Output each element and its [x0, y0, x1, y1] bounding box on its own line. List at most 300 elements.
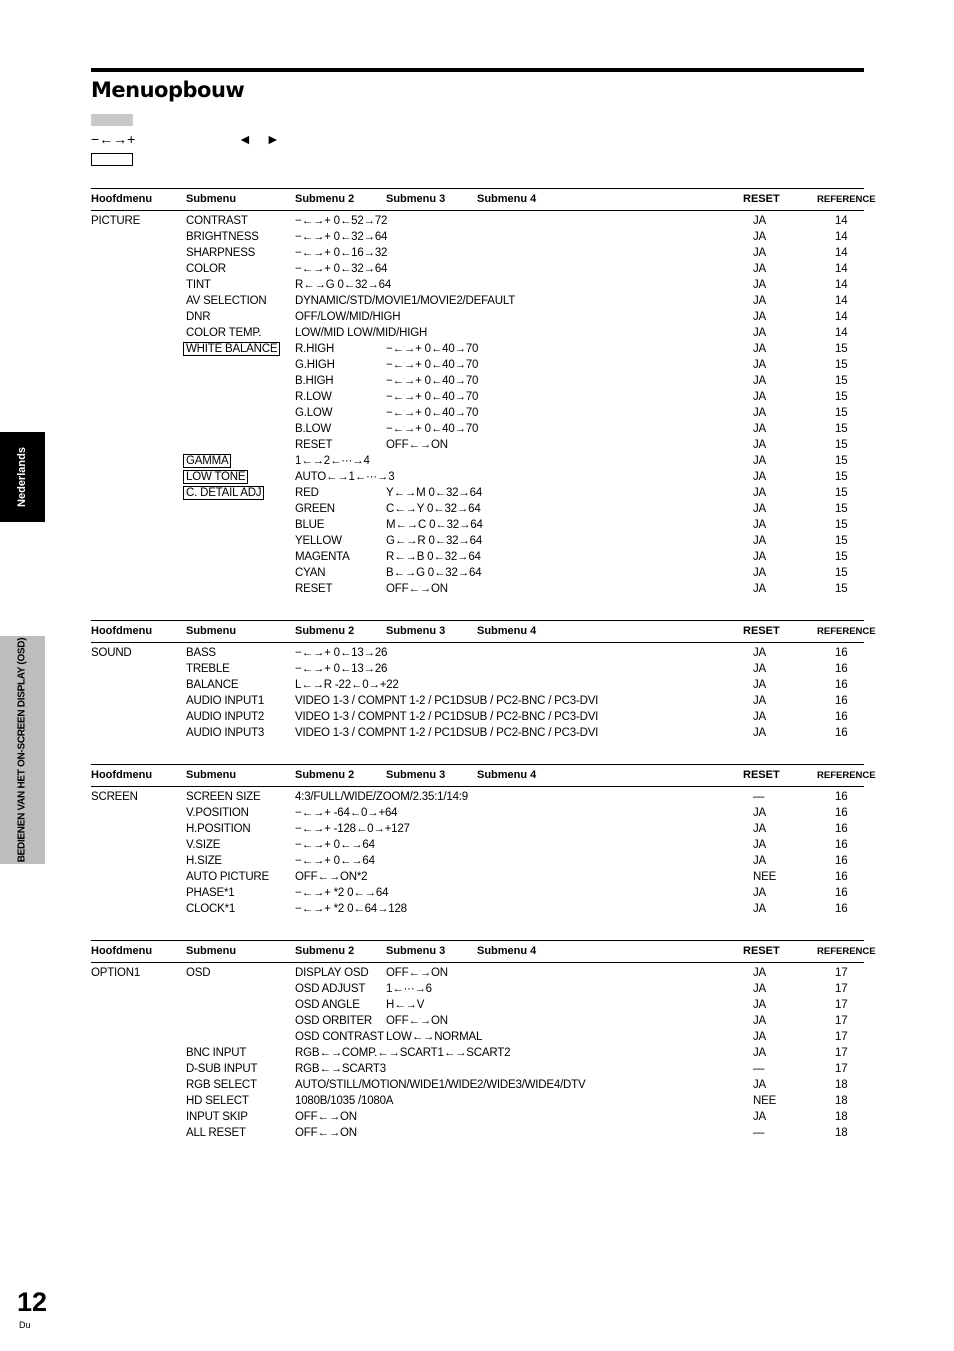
- cell-submenu: D-SUB INPUT: [186, 1063, 258, 1075]
- cell-submenu: BRIGHTNESS: [186, 231, 259, 243]
- cell-reference: 15: [835, 567, 848, 579]
- cell-submenu: GAMMA: [183, 454, 231, 468]
- cell-submenu2: DYNAMIC/STD/MOVIE1/MOVIE2/DEFAULT: [295, 295, 516, 307]
- cell-submenu2: G.LOW: [295, 407, 333, 419]
- cell-submenu2: VIDEO 1-3 / COMPNT 1-2 / PC1DSUB / PC2-BNC / PC3-DVI: [295, 727, 599, 739]
- page-title: Menuopbouw: [91, 78, 245, 102]
- cell-reset: JA: [753, 535, 767, 547]
- cell-reset: JA: [753, 423, 767, 435]
- table-row: [91, 982, 864, 998]
- header-submenu: Submenu: [186, 769, 237, 781]
- table-row: [91, 1126, 864, 1142]
- header-hoofdmenu: Hoofdmenu: [91, 625, 153, 637]
- cell-submenu: H.POSITION: [186, 823, 251, 835]
- cell-submenu: AUDIO INPUT2: [186, 711, 265, 723]
- cell-reference: 16: [835, 887, 848, 899]
- cell-reset: JA: [753, 727, 767, 739]
- cell-submenu2: OSD ADJUST: [295, 983, 366, 995]
- cell-submenu2: OSD ORBITER: [295, 1015, 373, 1027]
- header-reference: REFERENCE: [817, 770, 876, 781]
- cell-reference: 16: [835, 647, 848, 659]
- cell-submenu2: YELLOW: [295, 535, 342, 547]
- cell-submenu: V.SIZE: [186, 839, 221, 851]
- table-row: [91, 1110, 864, 1126]
- cell-reset: JA: [753, 247, 767, 259]
- header-reset: RESET: [743, 945, 780, 957]
- cell-reference: 15: [835, 359, 848, 371]
- cell-reset: —: [753, 1127, 765, 1139]
- cell-submenu: TINT: [186, 279, 211, 291]
- cell-reference: 14: [835, 263, 848, 275]
- cell-submenu2: RGB←→COMP.←→SCART1←→SCART2: [295, 1047, 511, 1059]
- cell-submenu3: −←→+ 0←40→70: [386, 375, 479, 387]
- menu-table-option1: [91, 940, 876, 1142]
- cell-submenu2: AUTO/STILL/MOTION/WIDE1/WIDE2/WIDE3/WIDE4/DTV: [295, 1079, 586, 1091]
- cell-reference: 17: [835, 999, 848, 1011]
- header-hoofdmenu: Hoofdmenu: [91, 945, 153, 957]
- header-submenu2: Submenu 2: [295, 769, 355, 781]
- cell-reference: 18: [835, 1079, 848, 1091]
- cell-submenu: BALANCE: [186, 679, 239, 691]
- cell-submenu2: 1080B/1035 /1080A: [295, 1095, 394, 1107]
- cell-submenu2: −←→+ 0←32→64: [295, 263, 388, 275]
- cell-reference: 15: [835, 551, 848, 563]
- cell-reset: JA: [753, 903, 767, 915]
- cell-reset: JA: [753, 455, 767, 467]
- header-submenu2: Submenu 2: [295, 945, 355, 957]
- cell-submenu2: −←→+ 0←16→32: [295, 247, 388, 259]
- header-reset: RESET: [743, 625, 780, 637]
- cell-reset: JA: [753, 407, 767, 419]
- cell-submenu2: RED: [295, 487, 319, 499]
- cell-submenu: WHITE BALANCE: [183, 342, 280, 356]
- menu-table-screen: [91, 764, 876, 918]
- table-row: [91, 662, 864, 678]
- cell-submenu3: −←→+ 0←40→70: [386, 343, 479, 355]
- table-row: [91, 262, 864, 278]
- cell-submenu: SHARPNESS: [186, 247, 256, 259]
- cell-reset: JA: [753, 679, 767, 691]
- cell-reset: JA: [753, 295, 767, 307]
- table-row: [91, 246, 864, 262]
- cell-reference: 15: [835, 535, 848, 547]
- cell-submenu2: VIDEO 1-3 / COMPNT 1-2 / PC1DSUB / PC2-BNC / PC3-DVI: [295, 711, 599, 723]
- legend-default-swatch: [91, 114, 133, 126]
- header-submenu3: Submenu 3: [386, 193, 446, 205]
- cell-submenu2: R.LOW: [295, 391, 332, 403]
- cell-reference: 16: [835, 823, 848, 835]
- table-row: [91, 1030, 864, 1046]
- cell-reference: 17: [835, 1063, 848, 1075]
- table-row: [91, 646, 864, 662]
- table-row: [91, 422, 864, 438]
- cell-hoofdmenu: SOUND: [91, 647, 132, 659]
- cell-reset: JA: [753, 567, 767, 579]
- side-tab-language-label: Nederlands: [16, 447, 28, 507]
- table-row: [91, 566, 864, 582]
- cell-submenu: COLOR TEMP.: [186, 327, 262, 339]
- cell-reference: 15: [835, 423, 848, 435]
- cell-submenu: OSD: [186, 967, 211, 979]
- header-submenu: Submenu: [186, 625, 237, 637]
- table-row: [91, 678, 864, 694]
- cell-submenu: CLOCK*1: [186, 903, 236, 915]
- cell-submenu: AUTO PICTURE: [186, 871, 270, 883]
- cell-hoofdmenu: OPTION1: [91, 967, 141, 979]
- cell-reset: JA: [753, 231, 767, 243]
- cell-submenu2: RESET: [295, 583, 333, 595]
- cell-submenu3: B←→G 0←32→64: [386, 567, 482, 579]
- header-submenu4: Submenu 4: [477, 193, 537, 205]
- cell-submenu2: −←→+ 0←13→26: [295, 647, 388, 659]
- cell-reference: 15: [835, 583, 848, 595]
- cell-submenu2: −←→+ -64←0→+64: [295, 807, 398, 819]
- cell-submenu2: OSD ANGLE: [295, 999, 360, 1011]
- cell-reset: JA: [753, 807, 767, 819]
- cell-reset: JA: [753, 583, 767, 595]
- cell-reset: NEE: [753, 871, 777, 883]
- cell-submenu: AUDIO INPUT1: [186, 695, 265, 707]
- table-row: [91, 838, 864, 854]
- cell-reset: JA: [753, 1111, 767, 1123]
- cell-reset: JA: [753, 1031, 767, 1043]
- cell-submenu3: −←→+ 0←40→70: [386, 407, 479, 419]
- cell-submenu: RGB SELECT: [186, 1079, 257, 1091]
- cell-submenu: COLOR: [186, 263, 226, 275]
- table-row: [91, 326, 864, 342]
- cell-submenu2: GREEN: [295, 503, 335, 515]
- cell-reset: JA: [753, 215, 767, 227]
- cell-submenu2: OSD CONTRAST: [295, 1031, 384, 1043]
- cell-submenu2: L←→R -22←0→+22: [295, 679, 399, 691]
- cell-submenu3: C←→Y 0←32→64: [386, 503, 481, 515]
- cell-submenu2: B.LOW: [295, 423, 332, 435]
- cell-reset: JA: [753, 711, 767, 723]
- table-row: [91, 406, 864, 422]
- page-number: 12: [17, 1287, 48, 1317]
- cell-submenu: H.SIZE: [186, 855, 222, 867]
- cell-submenu3: −←→+ 0←40→70: [386, 359, 479, 371]
- cell-submenu2: DISPLAY OSD: [295, 967, 369, 979]
- cell-submenu: V.POSITION: [186, 807, 249, 819]
- cell-submenu3: −←→+ 0←40→70: [386, 391, 479, 403]
- cell-reference: 16: [835, 711, 848, 723]
- table-header: [91, 188, 876, 211]
- table-row: [91, 966, 864, 982]
- table-row: [91, 886, 864, 902]
- page-language-code: Du: [19, 1320, 31, 1330]
- header-hoofdmenu: Hoofdmenu: [91, 193, 153, 205]
- table-row: [91, 534, 864, 550]
- header-submenu4: Submenu 4: [477, 625, 537, 637]
- cell-reference: 16: [835, 695, 848, 707]
- cell-submenu2: VIDEO 1-3 / COMPNT 1-2 / PC1DSUB / PC2-BNC / PC3-DVI: [295, 695, 599, 707]
- cell-reference: 15: [835, 487, 848, 499]
- cell-reset: JA: [753, 647, 767, 659]
- cell-reference: 15: [835, 455, 848, 467]
- table-row: [91, 294, 864, 310]
- cell-submenu: C. DETAIL ADJ: [183, 486, 264, 500]
- cell-submenu3: G←→R 0←32→64: [386, 535, 483, 547]
- cell-reference: 16: [835, 679, 848, 691]
- cell-reset: JA: [753, 1047, 767, 1059]
- cell-reference: 16: [835, 791, 848, 803]
- cell-submenu2: 1←→2←···→4: [295, 455, 370, 467]
- table-row: [91, 310, 864, 326]
- header-reference: REFERENCE: [817, 194, 876, 205]
- cell-reset: JA: [753, 343, 767, 355]
- cell-reference: 15: [835, 519, 848, 531]
- cell-reset: JA: [753, 551, 767, 563]
- cell-reference: 14: [835, 231, 848, 243]
- cell-reset: NEE: [753, 1095, 777, 1107]
- cell-submenu: HD SELECT: [186, 1095, 249, 1107]
- cell-submenu2: LOW/MID LOW/MID/HIGH: [295, 327, 428, 339]
- cell-reference: 14: [835, 279, 848, 291]
- cell-submenu: PHASE*1: [186, 887, 235, 899]
- table-header: [91, 764, 876, 787]
- cell-submenu2: −←→+ 0←→64: [295, 839, 375, 851]
- header-submenu2: Submenu 2: [295, 193, 355, 205]
- header-reference: REFERENCE: [817, 946, 876, 957]
- header-submenu3: Submenu 3: [386, 945, 446, 957]
- cell-submenu2: −←→+ *2 0←64→128: [295, 903, 407, 915]
- cell-submenu3: 1←···→6: [386, 983, 432, 995]
- cell-submenu2: −←→+ -128←0→+127: [295, 823, 410, 835]
- cell-reference: 18: [835, 1127, 848, 1139]
- cell-reference: 17: [835, 1031, 848, 1043]
- table-row: [91, 726, 864, 742]
- cell-submenu3: M←→C 0←32→64: [386, 519, 483, 531]
- cell-reset: JA: [753, 327, 767, 339]
- title-rule: [91, 68, 864, 72]
- cell-submenu2: G.HIGH: [295, 359, 335, 371]
- legend-adjust-symbol: −←→+: [91, 131, 136, 147]
- cell-reference: 16: [835, 839, 848, 851]
- cell-submenu: LOW TONE: [183, 470, 248, 484]
- table-row: [91, 278, 864, 294]
- table-row: [91, 694, 864, 710]
- cell-reset: JA: [753, 1015, 767, 1027]
- cell-submenu3: R←→B 0←32→64: [386, 551, 481, 563]
- cell-reset: JA: [753, 839, 767, 851]
- table-rows: [91, 646, 864, 742]
- table-row: [91, 438, 864, 454]
- cell-submenu3: OFF←→ON: [386, 583, 448, 595]
- cell-submenu2: −←→+ *2 0←→64: [295, 887, 389, 899]
- table-row: [91, 470, 864, 486]
- cell-reset: JA: [753, 663, 767, 675]
- cell-reference: 14: [835, 327, 848, 339]
- cell-reset: JA: [753, 999, 767, 1011]
- table-row: [91, 1014, 864, 1030]
- cell-submenu2: OFF←→ON: [295, 1127, 357, 1139]
- table-row: [91, 1094, 864, 1110]
- cell-submenu2: R.HIGH: [295, 343, 335, 355]
- cell-submenu2: OFF←→ON*2: [295, 871, 368, 883]
- cell-reference: 16: [835, 727, 848, 739]
- cell-submenu: TREBLE: [186, 663, 230, 675]
- table-row: [91, 214, 864, 230]
- header-submenu4: Submenu 4: [477, 769, 537, 781]
- cell-reset: JA: [753, 391, 767, 403]
- cell-reference: 17: [835, 1047, 848, 1059]
- side-tab-section: [0, 636, 45, 864]
- cell-submenu3: OFF←→ON: [386, 1015, 448, 1027]
- table-row: [91, 342, 864, 358]
- cell-submenu: DNR: [186, 311, 211, 323]
- cell-reset: JA: [753, 311, 767, 323]
- cell-reference: 16: [835, 903, 848, 915]
- cell-reference: 14: [835, 295, 848, 307]
- header-submenu2: Submenu 2: [295, 625, 355, 637]
- cell-submenu2: B.HIGH: [295, 375, 334, 387]
- cell-submenu2: RESET: [295, 439, 333, 451]
- table-header: [91, 620, 876, 643]
- table-row: [91, 390, 864, 406]
- cell-reset: JA: [753, 375, 767, 387]
- cell-submenu2: AUTO←→1←···→3: [295, 471, 395, 483]
- cell-reference: 15: [835, 503, 848, 515]
- table-row: [91, 358, 864, 374]
- cell-submenu3: H←→V: [386, 999, 425, 1011]
- cell-hoofdmenu: SCREEN: [91, 791, 138, 803]
- cell-reference: 15: [835, 343, 848, 355]
- table-row: [91, 582, 864, 598]
- header-hoofdmenu: Hoofdmenu: [91, 769, 153, 781]
- cell-reference: 15: [835, 375, 848, 387]
- legend-arrow-icons: ◄►: [238, 131, 294, 147]
- table-row: [91, 454, 864, 470]
- cell-submenu2: OFF←→ON: [295, 1111, 357, 1123]
- table-row: [91, 1062, 864, 1078]
- cell-reset: JA: [753, 887, 767, 899]
- legend-submenu-box: [91, 153, 133, 166]
- table-row: [91, 854, 864, 870]
- table-row: [91, 1046, 864, 1062]
- cell-submenu3: Y←→M 0←32→64: [386, 487, 483, 499]
- cell-submenu: SCREEN SIZE: [186, 791, 261, 803]
- cell-reset: JA: [753, 519, 767, 531]
- cell-hoofdmenu: PICTURE: [91, 215, 141, 227]
- cell-reset: —: [753, 791, 765, 803]
- cell-reset: JA: [753, 823, 767, 835]
- cell-submenu: AUDIO INPUT3: [186, 727, 265, 739]
- table-row: [91, 550, 864, 566]
- cell-submenu2: −←→+ 0←13→26: [295, 663, 388, 675]
- table-row: [91, 502, 864, 518]
- cell-submenu: BNC INPUT: [186, 1047, 247, 1059]
- cell-reset: JA: [753, 263, 767, 275]
- cell-reset: JA: [753, 983, 767, 995]
- table-row: [91, 870, 864, 886]
- cell-reference: 16: [835, 807, 848, 819]
- table-rows: [91, 966, 864, 1142]
- cell-reference: 16: [835, 871, 848, 883]
- cell-reset: JA: [753, 1079, 767, 1091]
- table-row: [91, 518, 864, 534]
- table-rows: [91, 214, 864, 598]
- header-submenu3: Submenu 3: [386, 769, 446, 781]
- cell-submenu2: BLUE: [295, 519, 325, 531]
- cell-submenu2: 4:3/FULL/WIDE/ZOOM/2.35:1/14:9: [295, 791, 468, 803]
- header-submenu3: Submenu 3: [386, 625, 446, 637]
- cell-reset: —: [753, 1063, 765, 1075]
- table-row: [91, 822, 864, 838]
- header-reset: RESET: [743, 193, 780, 205]
- cell-submenu2: RGB←→SCART3: [295, 1063, 386, 1075]
- table-row: [91, 710, 864, 726]
- cell-reference: 17: [835, 1015, 848, 1027]
- table-row: [91, 1078, 864, 1094]
- cell-reference: 16: [835, 855, 848, 867]
- cell-submenu3: −←→+ 0←40→70: [386, 423, 479, 435]
- cell-submenu2: R←→G 0←32→64: [295, 279, 392, 291]
- cell-submenu3: OFF←→ON: [386, 967, 448, 979]
- cell-reference: 17: [835, 967, 848, 979]
- cell-reset: JA: [753, 967, 767, 979]
- cell-submenu2: −←→+ 0←32→64: [295, 231, 388, 243]
- cell-submenu: CONTRAST: [186, 215, 248, 227]
- cell-reference: 14: [835, 247, 848, 259]
- table-row: [91, 230, 864, 246]
- cell-reference: 15: [835, 439, 848, 451]
- cell-reference: 15: [835, 407, 848, 419]
- cell-submenu2: −←→+ 0←→64: [295, 855, 375, 867]
- header-submenu: Submenu: [186, 945, 237, 957]
- cell-reset: JA: [753, 439, 767, 451]
- cell-submenu: ALL RESET: [186, 1127, 246, 1139]
- table-row: [91, 806, 864, 822]
- cell-submenu2: CYAN: [295, 567, 326, 579]
- cell-reference: 18: [835, 1095, 848, 1107]
- cell-reference: 16: [835, 663, 848, 675]
- table-row: [91, 374, 864, 390]
- menu-table-picture: [91, 188, 876, 598]
- cell-reset: JA: [753, 279, 767, 291]
- cell-submenu: AV SELECTION: [186, 295, 267, 307]
- menu-table-sound: [91, 620, 876, 742]
- header-reference: REFERENCE: [817, 626, 876, 637]
- table-row: [91, 486, 864, 502]
- header-reset: RESET: [743, 769, 780, 781]
- cell-reference: 17: [835, 983, 848, 995]
- cell-submenu: INPUT SKIP: [186, 1111, 248, 1123]
- cell-submenu: BASS: [186, 647, 216, 659]
- cell-reset: JA: [753, 855, 767, 867]
- cell-reset: JA: [753, 503, 767, 515]
- cell-reference: 14: [835, 311, 848, 323]
- cell-reference: 15: [835, 471, 848, 483]
- cell-reset: JA: [753, 471, 767, 483]
- cell-reset: JA: [753, 695, 767, 707]
- header-submenu: Submenu: [186, 193, 237, 205]
- cell-reference: 18: [835, 1111, 848, 1123]
- table-row: [91, 790, 864, 806]
- cell-submenu2: OFF/LOW/MID/HIGH: [295, 311, 401, 323]
- cell-reset: JA: [753, 487, 767, 499]
- cell-submenu2: −←→+ 0←52→72: [295, 215, 388, 227]
- table-row: [91, 902, 864, 918]
- table-header: [91, 940, 876, 963]
- side-tab-language: [0, 432, 45, 522]
- header-submenu4: Submenu 4: [477, 945, 537, 957]
- cell-submenu3: LOW←→NORMAL: [386, 1031, 483, 1043]
- cell-submenu3: OFF←→ON: [386, 439, 448, 451]
- table-rows: [91, 790, 864, 918]
- side-tab-section-label: BEDIENEN VAN HET ON-SCREEN DISPLAY (OSD): [16, 637, 28, 863]
- table-row: [91, 998, 864, 1014]
